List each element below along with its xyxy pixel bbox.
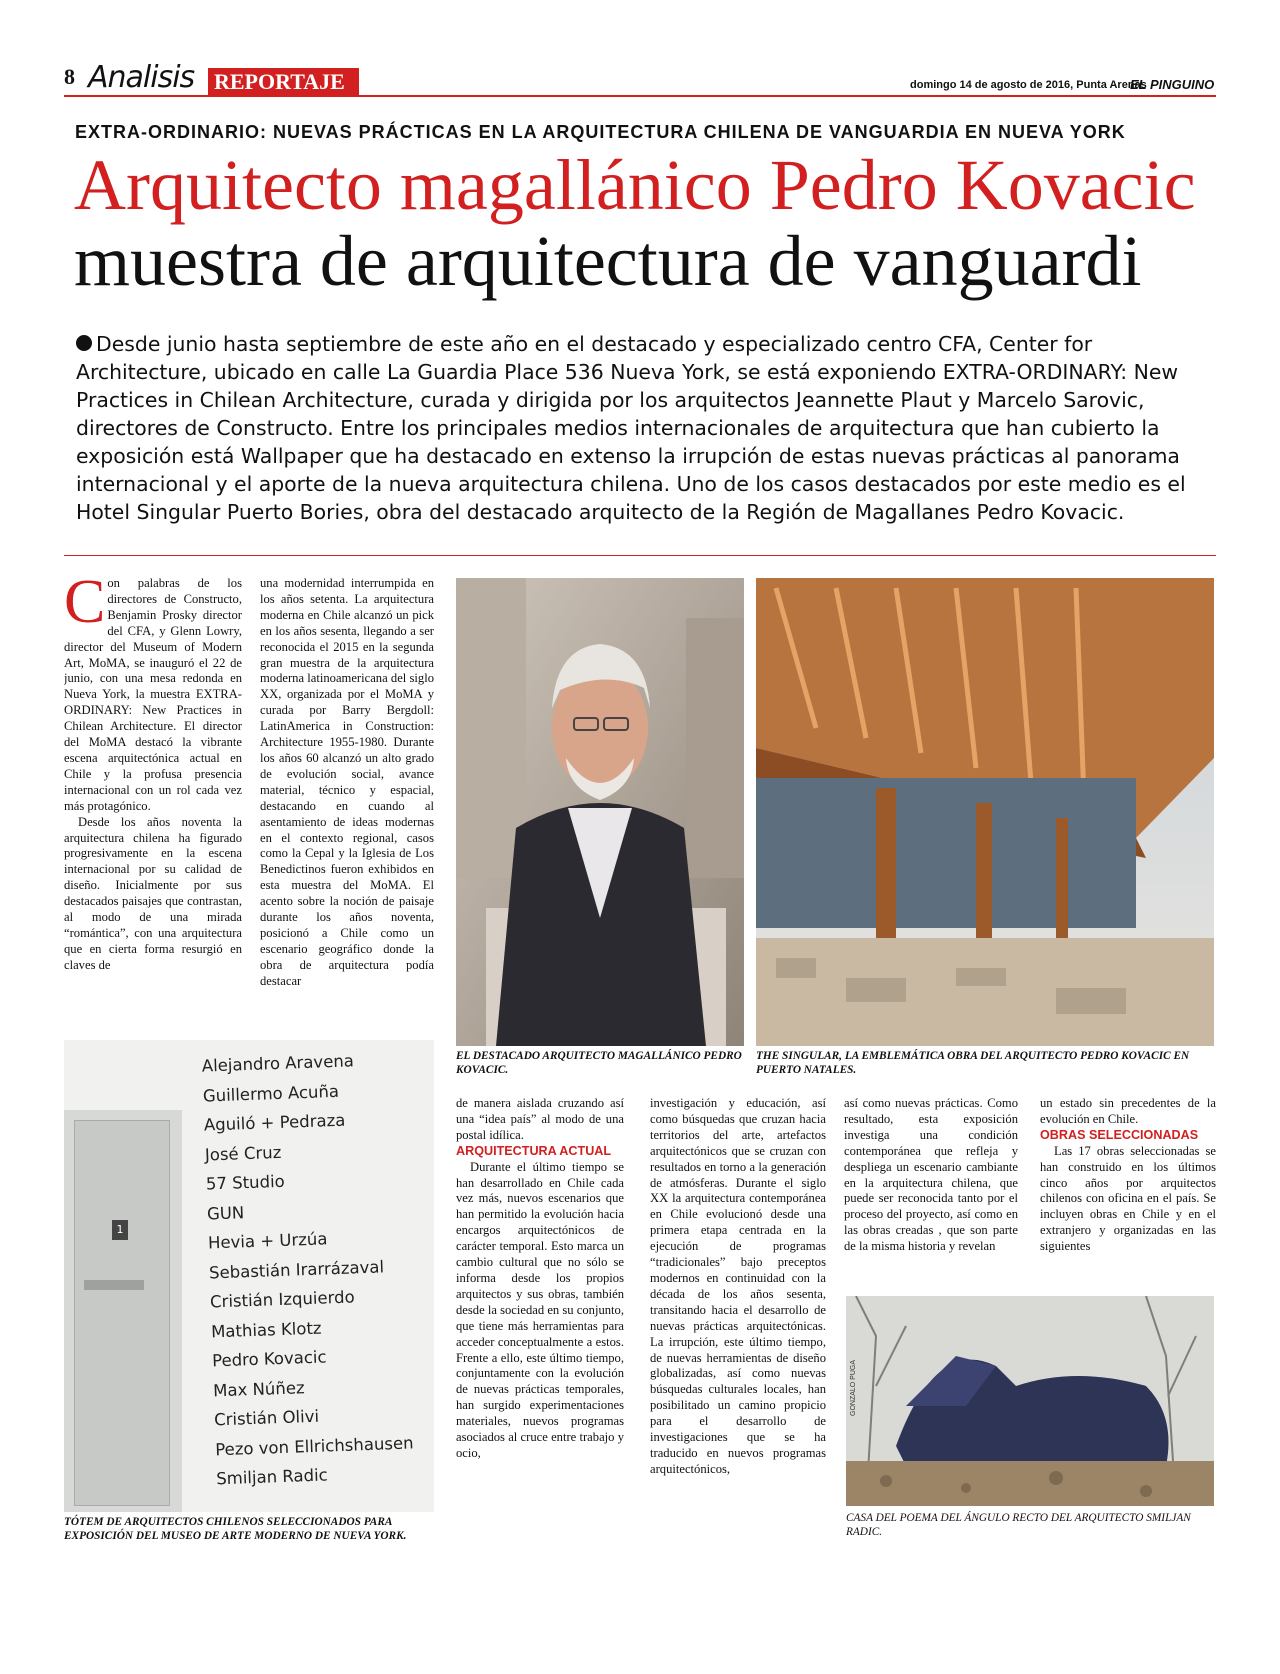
column-6 bbox=[1040, 1096, 1216, 1292]
door-sign: 1 bbox=[112, 1220, 128, 1240]
column-3 bbox=[456, 1096, 624, 1536]
singular-photo bbox=[756, 578, 1214, 1046]
subhead-arquitectura-actual: ARQUITECTURA ACTUAL bbox=[456, 1143, 612, 1158]
col1-paragraph: Desde los años noventa la arquitectura chilena ha figurado progresivamente en la escena internacional por su calidad de diseño. Inicialmente por sus destacados paisajes que contrastan, al modo de una mirada “romántica”, con una arquitectura que en cierta forma resurgió en claves de bbox=[64, 814, 242, 972]
kicker: EXTRA-ORDINARIO: NUEVAS PRÁCTICAS EN LA ARQUITECTURA CHILENA DE VANGUARDIA EN NUEVA YORK bbox=[75, 122, 1126, 142]
col6-paragraph: un estado sin precedentes de la evolución en Chile. bbox=[1040, 1096, 1216, 1126]
drop-cap: C bbox=[64, 576, 106, 636]
col1-paragraph: on palabras de los directores de Constructo, Benjamin Prosky director del CFA, y Glenn Lowry, director del Museum of Modern Art, MoMA, se inauguró el 22 de junio, con una mesa redonda en Nueva York, la muestra EXTRA-ORDINARY: New Practices in Chilean Architecture. El director del MoMA destacó la vibrante escena arquitectónica actual en Chile y la profusa presencia internacional con un rol cada vez más protagónico. bbox=[64, 576, 242, 813]
col3-paragraph: Durante el último tiempo se han desarrollado en Chile cada vez más, nuevos escenarios que han permitido la evolución hacia encargos arquitectónicos de carácter temporal. Esto marca un cambio cultural que no sólo se informa desde los propios arquitectos y sus obras, también desde la sociedad en su conjunto, que tiene más herramientas para acceder conceptualmente a estos. Frente a ello, este último tiempo, conjuntamente con la evolución de nuevas prácticas temporales, han surgido experimentaciones materiales, nuevos programas asociados al cruce entre trabajo y ocio, bbox=[456, 1159, 624, 1460]
section-script: Analisis bbox=[88, 60, 195, 95]
column-5 bbox=[844, 1096, 1018, 1292]
door-panel bbox=[74, 1120, 170, 1506]
column-4 bbox=[650, 1096, 826, 1536]
totem-name: 57 Studio bbox=[205, 1171, 286, 1194]
totem-names bbox=[201, 1045, 415, 1494]
subhead-obras-seleccionadas: OBRAS SELECCIONADAS bbox=[1040, 1127, 1199, 1142]
totem-name: Smiljan Radic bbox=[215, 1465, 328, 1489]
page-number: 8 bbox=[64, 64, 75, 89]
totem-name: Hevia + Urzúa bbox=[207, 1229, 328, 1253]
col6-paragraph: Las 17 obras seleccionadas se han construido en los últimos cinco años por arquitectos chilenos con oficina en el país. Se incluyen obras en Chile y en el extranjero y organizadas en las siguientes bbox=[1040, 1143, 1216, 1254]
header-rule bbox=[64, 95, 1216, 97]
lede bbox=[76, 330, 1226, 526]
totem-name: Sebastián Irarrázaval bbox=[208, 1256, 385, 1282]
col5-paragraph: así como nuevas prácticas. Como resultado, esta exposición investiga una condición contemporánea que refleja y despliega un escenario cambiante en la arquitectura chilena, que puede ser reconocida tanto por el proceso del proyecto, así como en las obras creadas , que son parte de la misma historia y revelan bbox=[844, 1096, 1018, 1254]
door bbox=[64, 1110, 182, 1512]
totem-name: Pedro Kovacic bbox=[211, 1347, 327, 1371]
totem-name: GUN bbox=[206, 1202, 245, 1223]
dateline: domingo 14 de agosto de 2016, Punta Arenas bbox=[910, 79, 1147, 91]
singular-caption: THE SINGULAR, LA EMBLEMÁTICA OBRA DEL ARQUITECTO PEDRO KOVACIC EN PUERTO NATALES. bbox=[756, 1050, 1190, 1076]
door-handle bbox=[84, 1280, 144, 1290]
totem-photo bbox=[64, 1040, 434, 1512]
totem-name: José Cruz bbox=[204, 1142, 282, 1165]
totem-name: Cristián Izquierdo bbox=[209, 1287, 355, 1312]
column-2 bbox=[260, 576, 434, 1026]
col4-paragraph: investigación y educación, así como búsquedas que cruzan hacia territorios del arte, artefactos arquitectónicos que se cruzan con resultados en torno a la generación de atmósferas. Durante el siglo XX la arquitectura contemporánea en Chile evolucionó desde una primera etapa centrada en la ejecución de programas “tradicionales” bajo preceptos modernos en continuidad con la década de los años sesenta, transitando hacia el desarrollo de nuevas prácticas arquitectónicas. La irrupción, este último tiempo, de nuevas herramientas de diseño globalizadas, así como nuevas búsquedas culturales locales, han posibilitado un camino propicio para el desarrollo de investigaciones que se ha traducido en nuevos programas arquitectónicos, bbox=[650, 1096, 826, 1476]
headline-line1: Arquitecto magallánico Pedro Kovacic bbox=[74, 145, 1196, 225]
totem-name: Mathias Klotz bbox=[210, 1318, 322, 1341]
totem-name: Max Núñez bbox=[212, 1377, 305, 1400]
headline-line2: muestra de arquitectura de vanguardi bbox=[74, 221, 1142, 301]
col3-paragraph: de manera aislada cruzando así una “idea país” al modo de una postal idílica. bbox=[456, 1096, 624, 1142]
totem-name: Cristián Olivi bbox=[213, 1406, 320, 1430]
totem-caption: TÓTEM DE ARQUITECTOS CHILENOS SELECCIONADOS PARA EXPOSICIÓN DEL MUSEO DE ARTE MODERNO DE NUEVA YORK. bbox=[64, 1516, 407, 1542]
section-tag: REPORTAJE bbox=[208, 68, 359, 96]
totem-name: Guillermo Acuña bbox=[202, 1081, 340, 1106]
totem-name: Aguiló + Pedraza bbox=[203, 1110, 346, 1135]
lede-text: Desde junio hasta septiembre de este año en el destacado y especializado centro CFA, Center for Architecture, ubicado en calle La Guardia Place 536 Nueva York, se está exponiendo EXTRA-ORDINARY: New Practices in Chilean Architecture, curada y dirigida por los arquitectos Jeannette Plaut y Marcelo Sarovic, directores de Constructo. Entre los principales medios internacionales de arquitectura que han cubierto la exposición está Wallpaper que ha destacado en extenso la irrupción de estas nuevas prácticas al panorama internacional y el aporte de la nueva arquitectura chilena. Uno de los casos destacados por este medio es el Hotel Singular Puerto Bories, obra del destacado arquitecto de la Región de Magallanes Pedro Kovacic. bbox=[76, 332, 1186, 524]
divider bbox=[64, 555, 1216, 556]
newspaper-name: EL PINGUINO bbox=[1130, 77, 1215, 92]
column-1 bbox=[64, 576, 242, 1026]
photo-credit: GONZALO PUGA bbox=[850, 1359, 857, 1416]
portrait-caption: EL DESTACADO ARQUITECTO MAGALLÁNICO PEDRO KOVACIC. bbox=[456, 1050, 742, 1076]
casa-caption: CASA DEL POEMA DEL ÁNGULO RECTO DEL ARQUITECTO SMILJAN RADIC. bbox=[846, 1512, 1191, 1538]
totem-name: Pezo von Ellrichshausen bbox=[214, 1432, 414, 1459]
casa-photo bbox=[846, 1296, 1214, 1506]
totem-name: Alejandro Aravena bbox=[201, 1051, 355, 1076]
bullet-icon bbox=[76, 335, 92, 351]
col2-paragraph: una modernidad interrumpida en los años setenta. La arquitectura moderna en Chile alcanzó un pick en los años sesenta, llegando a ser reconocida el 2015 en la segunda gran muestra de la arquitectura moderna latinoamericana del siglo XX, organizada por el MoMA y curada por Barry Bergdoll: LatinAmerica in Construction: Architecture 1955-1980. Durante los años 60 alcanzó un alto grado de evolución social, avance material, técnico y espacial, destacando en cuando al asentamiento de ideas modernas en el contexto regional, casos como la Cepal y la Iglesia de Los Benedictinos fueron exhibidos en esta muestra del MoMA. El acento sobre la noción de paisaje durante los años noventa, posicionó a Chile como un escenario geográfico donde la obra de arquitectura podía destacar bbox=[260, 576, 434, 988]
portrait-photo bbox=[456, 578, 744, 1046]
